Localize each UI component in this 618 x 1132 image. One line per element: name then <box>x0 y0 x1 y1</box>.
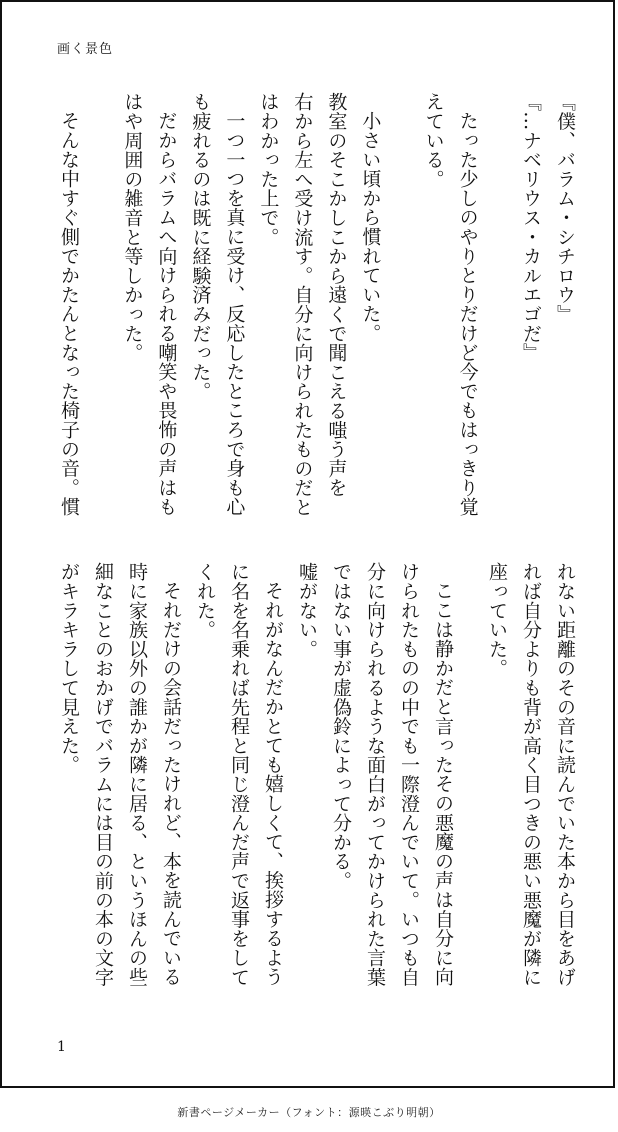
text-column: けられたものの中でも一際澄んでいて。いつも自 <box>398 562 420 987</box>
blank-column <box>460 562 480 1002</box>
text-column: 右から左へ受け流す。自分に向けられたものだと <box>291 92 314 517</box>
text-column: だからバラムへ向けられる嘲笑や畏怖の声はも <box>155 111 178 517</box>
text-column: 一つ一つを真に受け、反応したところで身も心 <box>223 111 246 517</box>
text-column: れば自分よりも背が高く目つきの悪い悪魔が隣に <box>520 562 542 987</box>
blank-column <box>485 92 514 532</box>
text-column: 分に向けられるような面白がってかけられた言葉 <box>364 562 386 987</box>
text-column: ここは静かだと言ったその悪魔の声は自分に向 <box>432 581 454 987</box>
running-head: 画く景色 <box>57 42 114 57</box>
text-column: 細なことのおかげでバラムには目の前の本の文字 <box>92 562 114 987</box>
text-column: 小さい頃から慣れていた。 <box>359 111 382 343</box>
text-column: それだけの会話だったけれど、本を読んでいる <box>160 581 182 987</box>
text-column: くれた。 <box>194 562 216 640</box>
lower-text-block <box>52 562 582 1002</box>
text-column: に名を名乗れば先程と同じ澄んだ声で返事をして <box>228 562 250 987</box>
upper-text-block <box>52 92 582 532</box>
text-column: えている。 <box>422 92 445 189</box>
blank-column <box>387 92 416 532</box>
text-column: たった少しのやりとりだけど今でもはっきり覚 <box>456 111 479 517</box>
text-column: れない距離のその音に読んでいた本から目をあげ <box>554 562 576 987</box>
text-column: 『僕、バラム・シチロウ』 <box>554 92 576 324</box>
text-column: 『…ナベリウス・カルエゴだ』 <box>520 92 542 363</box>
footer-credit: 新書ページメーカー（フォント：源暎こぶり明朝） <box>177 1106 441 1119</box>
text-column: はわかった上で。 <box>257 92 280 247</box>
text-column: そんな中すぐ側でかたんとなった椅子の音。慣 <box>58 111 81 517</box>
text-column: 座っていた。 <box>486 562 508 678</box>
text-column: も疲れるのは既に経験済みだった。 <box>189 92 212 401</box>
blank-column <box>86 92 115 532</box>
page-number: 1 <box>57 1039 66 1055</box>
text-column: 嘘がない。 <box>296 562 318 659</box>
text-column: 時に家族以外の誰かが隣に居る、というほんの些 <box>126 562 148 987</box>
text-column: 教室のそこかしこから遠くで聞こえる嗤う声を <box>325 92 348 498</box>
text-column: はや周囲の雑音と等しかった。 <box>121 92 144 363</box>
text-column: ではない事が虚偽鈴によって分かる。 <box>330 562 352 891</box>
text-column: それがなんだかとても嬉しくて、挨拶するよう <box>262 581 284 987</box>
text-column: がキラキラして見えた。 <box>58 562 80 775</box>
